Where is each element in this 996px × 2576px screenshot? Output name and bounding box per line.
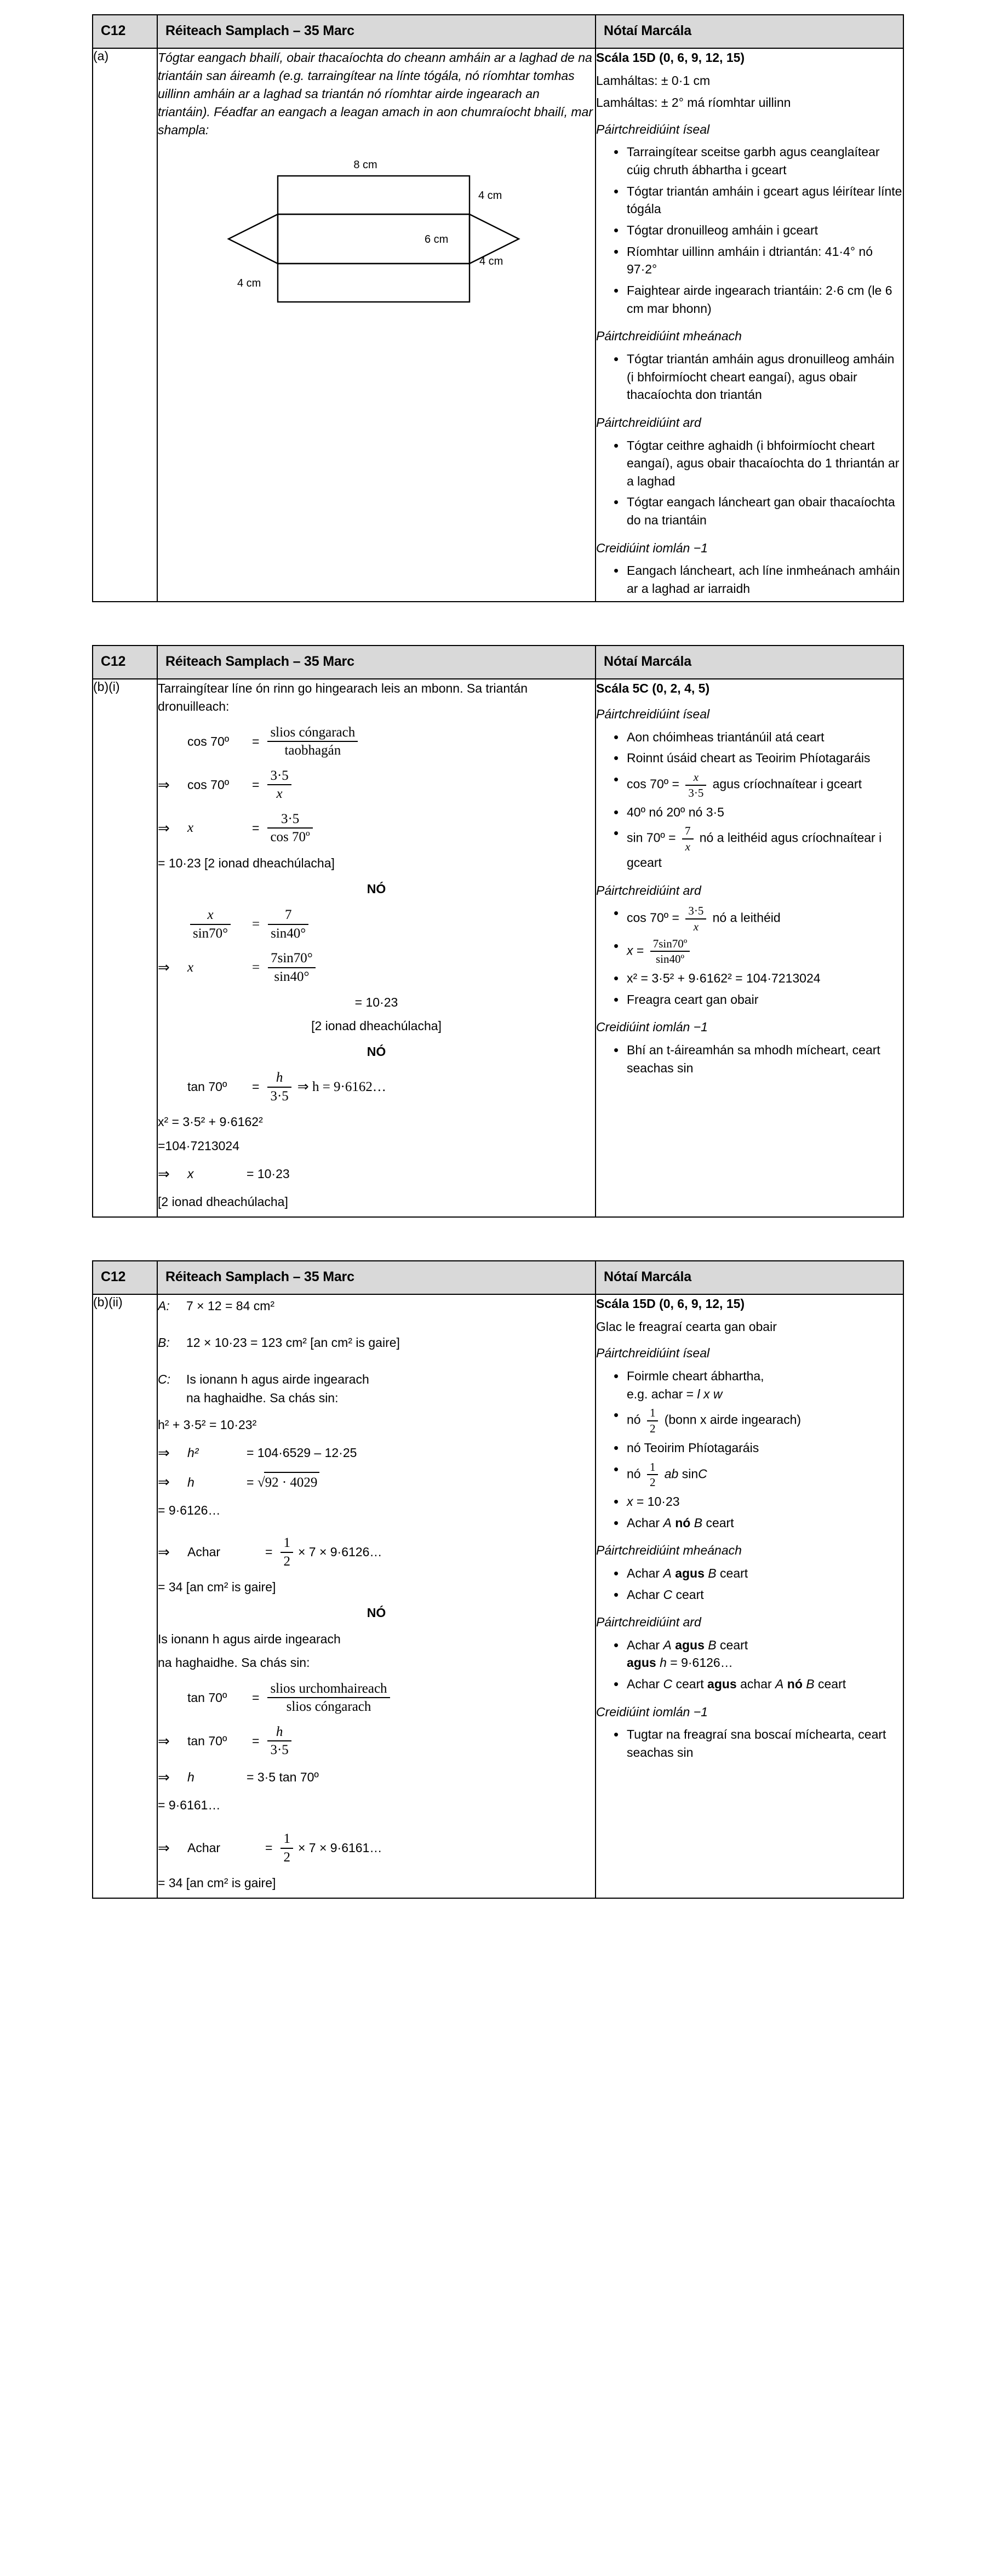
list-item-area-c: • Achar C ceart [615,1586,903,1605]
eq7-fraction [265,1681,595,1715]
part-label-a: (a) [93,48,157,602]
eq5-numerator: 1 [283,1535,290,1551]
note-fraction: $\frac{3\cdot 5}{x}$ [683,911,712,926]
list-item-x-value: • x = 10·23 [615,1493,903,1512]
diagram-label-right-lower: 4 cm [479,255,503,267]
eq1-lhs: cos 70º [187,734,230,749]
header-code: C12 [93,646,157,679]
eq4-result: = 10·23 [2 ionad dheachúlacha] [158,855,335,870]
equals-sign: = [252,916,260,932]
eq-pythagoras-2-row [158,1443,595,1463]
solution-intro-a: Tógtar eangach bhailí, obair thacaíochta do cheann amháin ar a laghad de na triantáin san áireamh (e.g. tarraingítear na línte tógála, nó ríomhtar tomhas uillinn amháin ar a laghad sa triantán nó ríomhtar airde ingearach an triantáin). Féadfar an eangach a leagan amach in aon chumraíocht bhailí, mar shampla: [158,50,593,138]
list-item-cos-fraction: • cos 70º = $\frac{x}{3\cdot 5}$ agus críochnaítear i gceart [615,770,903,801]
section-bi-table [92,645,904,1218]
equals-sign: = [247,1475,257,1489]
group-list-high-a [596,437,903,530]
note-fraction: $\frac{7}{x}$ [679,831,700,846]
eq5-half-fraction [278,1535,296,1569]
eq5-lhs-bii: Achar [187,1545,221,1560]
area-C-text-line2: na haghaidhe. Sa chás sin: [186,1390,339,1405]
list-item-cos-high: • cos 70º = $\frac{3\cdot 5}{x}$ nó a leithéid [615,904,903,935]
eq5-right-denominator: sin40° [268,924,308,942]
eq5-left-denominator: sin70° [190,924,231,942]
equation-solve-x [158,811,595,846]
group-title-high-a: Páirtchreidiúint ard [596,415,701,430]
eq6-lhs: x [187,959,194,975]
eq10: =104·7213024 [158,1138,240,1153]
header-notes: Nótaí Marcála [596,646,903,679]
group-list-full-bii [596,1726,903,1762]
eq-area-C-value: = 34 [an cm² is gaire] [158,1580,276,1595]
section-a-table [92,14,904,602]
eq5-right-numerator: 7 [284,907,292,923]
list-item: • Tógtar dronuilleog amháin i gceart [615,221,903,241]
header-code: C12 [93,1261,157,1294]
implies-arrow: ⇒ [158,959,170,975]
eq8-fraction [265,1724,294,1758]
eq9: x² = 3·5² + 9·6162² [158,1115,263,1129]
implies-arrow: ⇒ [158,1166,170,1182]
alt-text-line1: Is ionann h agus airde ingearach [158,1631,341,1646]
group-list-low-a [596,143,903,318]
eq11-note: [2 ionad dheachúlacha] [158,1195,288,1209]
group-title-high-bii: Páirtchreidiúint ard [596,1615,701,1630]
label-C: C: [158,1372,170,1387]
eq2-denominator: x [267,784,291,802]
eq3-numerator: 3·5 [281,811,300,826]
diagram-label-right-upper: 4 cm [478,189,502,202]
eq11-denominator: 2 [281,1848,293,1866]
list-item: • Freagra ceart gan obair [615,991,903,1010]
header-notes: Nótaí Marcála [596,1261,903,1294]
group-title-full-bii: Creidiúint iomlán −1 [596,1704,708,1719]
or-label-2: NÓ [367,1044,386,1059]
list-item: • Eangach láncheart, ach líne inmheánach amháin ar a laghad ar iarraidh [615,562,903,598]
header-notes: Nótaí Marcála [596,15,903,48]
eq-h-alt-value: = 9·6161… [158,1798,221,1813]
half-fraction: $\frac{1}{2}$ [644,1413,665,1427]
implies-arrow: ⇒ [158,1769,170,1785]
eq11-lhs: x [187,1166,194,1181]
eq-sqrt-row [158,1472,595,1493]
group-title-mid-a: Páirtchreidiúint mheánach [596,329,742,344]
label-A: A: [158,1299,170,1313]
eq9-lhs-bii: h [187,1769,194,1784]
eq-area-alt-value: = 34 [an cm² is gaire] [158,1876,276,1890]
part-label-bii: (b)(ii) [93,1294,157,1898]
eq1-fraction [265,724,595,759]
eq5-denominator: 2 [281,1552,293,1570]
eq5-left-numerator: x [207,907,214,923]
eq-area-C-row [158,1535,595,1569]
scale-label-a: Scála 15D (0, 6, 9, 12, 15) [596,50,745,65]
note-fraction: $\frac{\text{7sin70º}}{\text{sin40º}}$ [648,943,693,958]
area-C-text [186,1370,369,1407]
solution-cell-a [157,48,596,602]
list-item-area-ab: • Achar A nó B ceart [615,1514,903,1533]
list-item-high-c: • Achar C ceart agus achar A nó B ceart [615,1675,903,1694]
area-A-value: 7 × 12 = 84 cm² [186,1299,275,1313]
eq6-fraction [265,950,595,985]
diagram-label-middle: 6 cm [425,233,449,245]
list-item: • Tógtar triantán amháin agus dronuilleog amháin (i bhfoirmíocht cheart eangaí), agus obair thacaíochta don triantán [615,350,903,405]
group-title-mid-bii: Páirtchreidiúint mheánach [596,1543,742,1558]
list-item: • Tógtar eangach láncheart gan obair thacaíochta do na triantáin [615,493,903,530]
or-label-bii: NÓ [367,1606,386,1620]
eq2-numerator: 3·5 [270,768,289,783]
note-fraction: $\frac{x}{3\cdot 5}$ [683,777,712,792]
area-C-text-line1: Is ionann h agus airde ingearach [186,1372,369,1387]
eq8-fraction [265,1070,294,1104]
header-solution: Réiteach Samplach – 35 Marc [157,646,596,679]
eq1-denominator: taobhagán [267,741,358,759]
implies-arrow: ⇒ [158,820,170,836]
eq-pythagoras-1: h² + 3·5² = 10·23² [158,1417,257,1432]
alt-text-line2: na haghaidhe. Sa chás sin: [158,1655,310,1670]
solution-cell-bi [157,679,596,1218]
list-item: • 40º nó 20º nó 3·5 [615,803,903,823]
sqrt-radicand: 92 · 4029 [264,1472,320,1493]
equals-sign: = [252,1733,260,1748]
list-item: • Roinnt úsáid cheart as Teoirim Phíotagaráis [615,749,903,768]
label-B: B: [158,1335,170,1350]
list-item-formula: • Foirmle cheart ábhartha, e.g. achar = l x w [615,1367,903,1404]
eq11-lhs-bii: Achar [187,1841,221,1855]
notes-cell-bii [596,1294,903,1898]
group-list-mid-a [596,350,903,405]
eq8-denominator: 3·5 [267,1740,291,1758]
list-item-half-base: • nó $\frac{1}{2}$ (bonn x airde ingearach) [615,1406,903,1437]
equation-final-x [158,1164,595,1184]
notes-cell-bi [596,679,903,1218]
equation-cos-values [158,768,595,802]
eq3-fraction [265,811,595,846]
eq-tan-definition-row [158,1681,595,1715]
group-list-low-bii [596,1367,903,1533]
equals-sign: = [252,777,260,792]
eq3-lhs-bii: h [187,1475,194,1489]
eq-tan-values-row [158,1724,595,1758]
eq11-half-fraction [278,1831,296,1865]
implies-arrow: ⇒ [158,1444,170,1461]
part-label-bi: (b)(i) [93,679,157,1218]
list-item-sin-fraction: • sin 70º = $\frac{7}{x}$ nó a leithéid agus críochnaítear i gceart [615,824,903,872]
group-title-full-bi: Creidiúint iomlán −1 [596,1020,708,1035]
eq8-lhs-bii: tan 70º [187,1733,227,1748]
list-item: • Bhí an t-áireamhán sa mhodh mícheart, ceart seachas sin [615,1041,903,1078]
or-label-1: NÓ [367,882,386,896]
header-solution: Réiteach Samplach – 35 Marc [157,1261,596,1294]
eq9-rhs-bii: = 3·5 tan 70º [247,1769,319,1784]
table-header-row [93,1261,903,1294]
eq-h-solve-row [158,1767,595,1787]
group-title-full-a: Creidiúint iomlán −1 [596,540,708,555]
eq7-lhs-bii: tan 70º [187,1690,227,1705]
eq2-rhs-bii: = 104·6529 – 12·25 [247,1445,357,1460]
table-row [93,1294,903,1898]
equation-sine-rule [158,907,595,941]
eq8-numerator: h [276,1724,283,1739]
group-list-low-bi [596,728,903,873]
equation-sine-solve [158,950,595,985]
prism-net-svg [207,148,546,307]
scale-label-bi: Scála 5C (0, 2, 4, 5) [596,681,710,695]
group-title-low-bii: Páirtchreidiúint íseal [596,1346,710,1361]
eq5-tail: × 7 × 9·6126… [297,1545,382,1560]
notes-cell-a [596,48,903,602]
accept-note-bii: Glac le freagraí cearta gan obair [596,1319,777,1334]
group-list-high-bi [596,904,903,1009]
eq8-tail: ⇒ h = 9·6162… [297,1079,386,1094]
implies-arrow: ⇒ [158,1733,170,1749]
table-row [93,679,903,1218]
eq5-left-fraction [187,907,247,941]
eq7-numerator: slios urchomhaireach [270,1681,387,1696]
eq8-denominator: 3·5 [267,1087,291,1105]
eq11-value: = 10·23 [247,1166,290,1181]
list-item: • x² = 3·5² + 9·6162² = 104·7213024 [615,969,903,989]
half-fraction: $\frac{1}{2}$ [644,1466,665,1481]
group-title-low-a: Páirtchreidiúint íseal [596,122,710,136]
eq2-fraction [265,768,595,802]
header-solution: Réiteach Samplach – 35 Marc [157,15,596,48]
list-item: • Ríomhtar uillinn amháin i dtriantán: 41·4° nó 97·2° [615,243,903,279]
eq7-denominator: slios cóngarach [267,1697,390,1715]
equation-cos-definition [158,724,595,759]
section-bii-table [92,1260,904,1899]
area-B-row [158,1334,595,1352]
tolerance-2-a: Lamháltas: ± 2° má ríomhtar uillinn [596,95,791,110]
eq-h-value: = 9·6126… [158,1503,221,1518]
area-C-row [158,1370,595,1407]
eq-area-alt-row [158,1831,595,1865]
group-title-high-bi: Páirtchreidiúint ard [596,883,701,898]
list-item-high-ab: • Achar A agus B ceart agus h = 9·6126… [615,1636,903,1673]
eq3-denominator: cos 70º [267,827,312,846]
diagram-label-left-lower: 4 cm [237,277,261,289]
implies-arrow: ⇒ [158,776,170,793]
eq7-result: = 10·23 [354,995,398,1010]
eq2-lhs: cos 70º [187,777,230,792]
list-item: • Tógtar ceithre aghaidh (i bhfoirmíocht cheart eangaí), agus obair thacaíochta do 1 thriantán ar a laghad [615,437,903,492]
solution-intro-bi: Tarraingítear líne ón rinn go hingearach leis an mbonn. Sa triantán dronuilleach: [158,681,528,713]
implies-arrow: ⇒ [158,1544,170,1561]
header-code: C12 [93,15,157,48]
list-item-half-absinc: • nó $\frac{1}{2}$ ab sinC [615,1460,903,1491]
area-B-value: 12 × 10·23 = 123 cm² [an cm² is gaire] [186,1335,400,1350]
list-item: • Tugtar na freagraí sna boscaí míchearta, ceart seachas sin [615,1726,903,1762]
eq6-denominator: sin40° [268,967,316,985]
area-A-row [158,1297,595,1315]
list-item-pythagoras: • nó Teoirim Phíotagaráis [615,1439,903,1458]
eq11-numerator: 1 [283,1831,290,1847]
eq11-tail: × 7 × 9·6161… [297,1841,382,1855]
eq1-numerator: slios cóngarach [270,724,356,740]
list-item: • Faightear airde ingearach triantáin: 2·6 cm (le 6 cm mar bhonn) [615,282,903,318]
eq5-right-fraction [265,907,595,941]
list-item: • Aon chóimheas triantánúil atá ceart [615,728,903,747]
list-item-area-a-and-b: • Achar A agus B ceart [615,1564,903,1584]
scale-label-bii: Scála 15D (0, 6, 9, 12, 15) [596,1296,745,1311]
list-item: • Tógtar triantán amháin i gceart agus léirítear línte tógála [615,182,903,219]
tolerance-1-a: Lamháltas: ± 0·1 cm [596,73,711,88]
eq6-numerator: 7sin70° [271,951,313,966]
equals-sign: = [252,959,260,975]
group-list-full-a [596,562,903,598]
list-item-x-high: • x = $\frac{\text{7sin70º}}{\text{sin40º}}$ [615,937,903,968]
group-list-full-bi [596,1041,903,1078]
table-header-row [93,646,903,679]
eq2-lhs-bii: h² [187,1445,199,1460]
group-list-high-bii [596,1636,903,1694]
diagram-label-top: 8 cm [353,158,377,171]
equals-sign: = [252,1079,260,1094]
equals-sign: = [252,820,260,835]
eq8-lhs: tan 70º [187,1079,227,1094]
equals-sign: = [265,1545,273,1560]
implies-arrow: ⇒ [158,1474,170,1490]
equation-tan [158,1070,595,1104]
group-title-low-bi: Páirtchreidiúint íseal [596,707,710,722]
implies-arrow: ⇒ [158,1840,170,1857]
table-header-row [93,15,903,48]
equals-sign: = [252,734,260,749]
solution-cell-bii [157,1294,596,1898]
equals-sign: = [265,1841,273,1855]
group-list-mid-bii [596,1564,903,1604]
eq7-note: [2 ionad dheachúlacha] [311,1019,442,1033]
sqrt-expression: √92 · 4029 [257,1472,320,1493]
eq8-numerator: h [276,1070,283,1086]
eq3-lhs: x [187,820,194,836]
net-diagram [158,148,595,312]
table-row [93,48,903,602]
list-item: • Tarraingítear sceitse garbh agus ceanglaítear cúig chruth ábhartha i gceart [615,143,903,180]
equals-sign: = [252,1690,260,1705]
